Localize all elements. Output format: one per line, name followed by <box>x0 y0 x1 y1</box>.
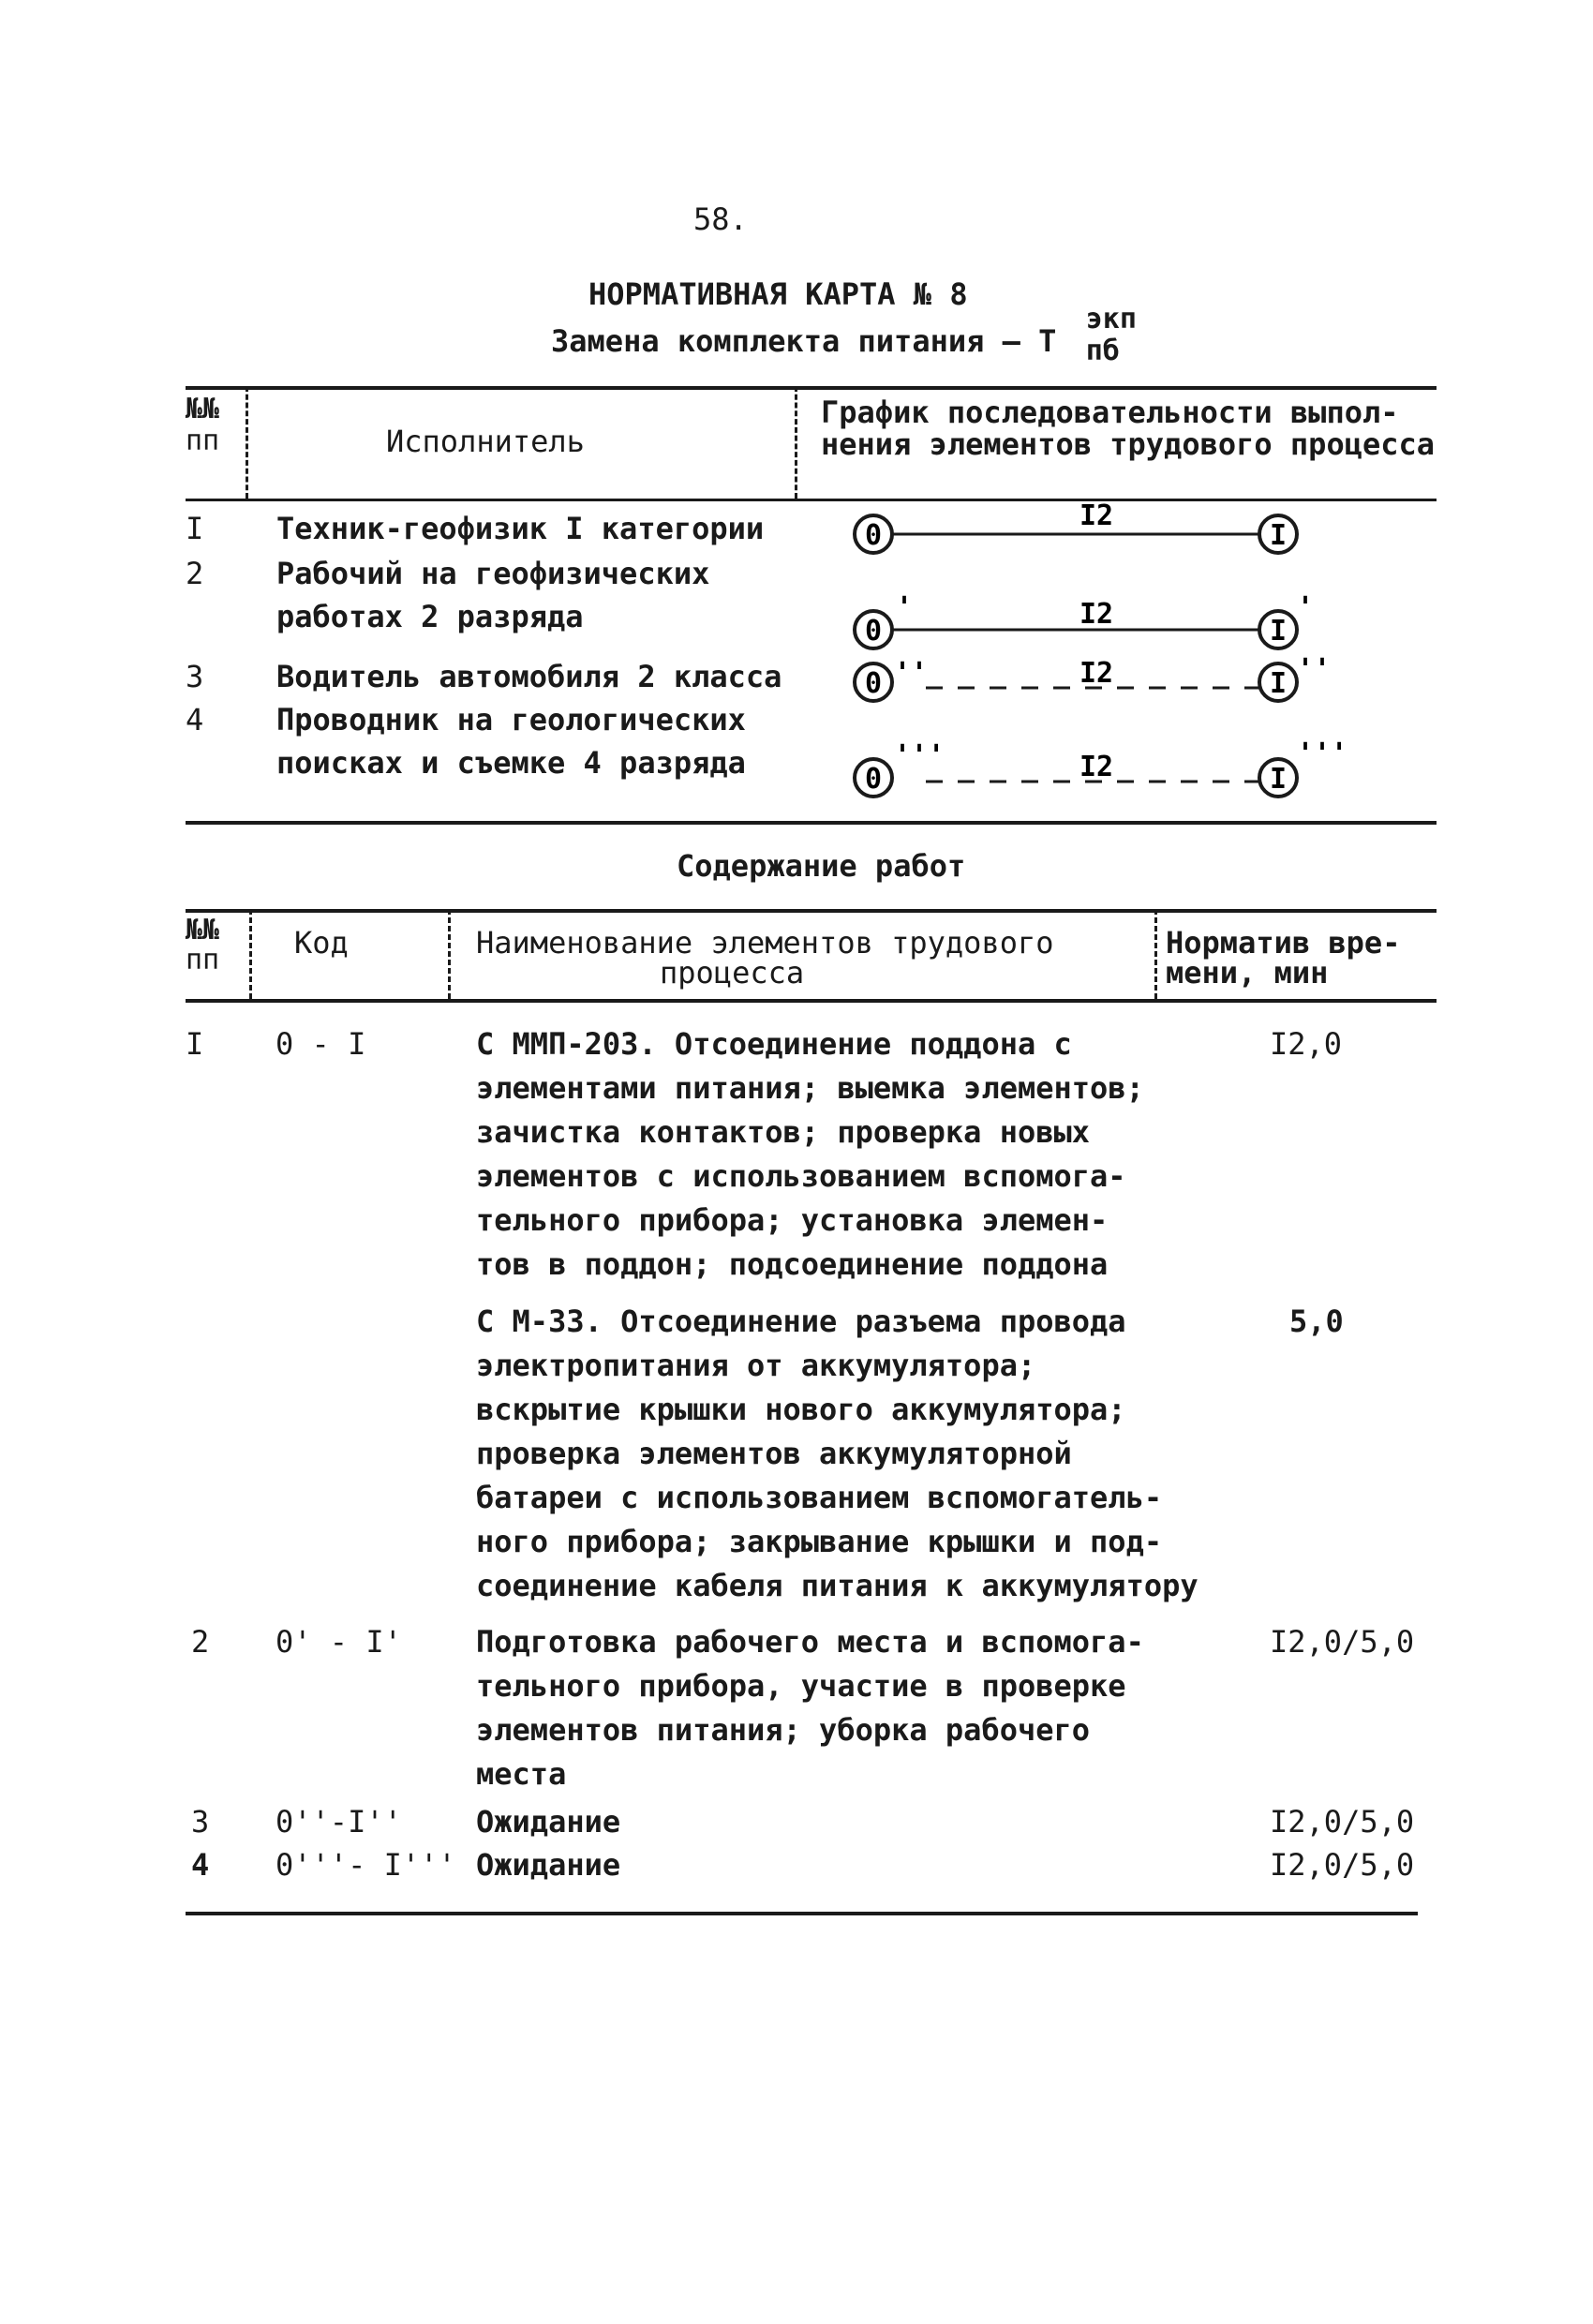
element-line: проверка элементов аккумуляторной <box>476 1436 1072 1471</box>
start-node-label: 0 <box>864 763 883 796</box>
performer-line: Водитель автомобиля 2 класса <box>276 659 782 694</box>
duration-label: I2 <box>1079 751 1114 783</box>
card-subtitle <box>551 303 1140 367</box>
start-node-mark: ''' <box>894 739 945 772</box>
table2-divider-3 <box>1154 909 1157 999</box>
table2-header-norm-2: мени, мин <box>1166 955 1329 991</box>
duration-label: I2 <box>1079 657 1114 690</box>
element-line: Ожидание <box>476 1804 621 1840</box>
row-number: I <box>186 511 204 546</box>
performer-line: Техник-геофизик I категории <box>276 511 765 546</box>
element-line: Подготовка рабочего места и вспомога- <box>476 1624 1144 1660</box>
start-node-label: 0 <box>864 667 883 700</box>
start-node-mark: ' <box>896 591 914 624</box>
element-line: элементов с использованием вспомога- <box>476 1158 1126 1194</box>
table2-header-num-1: №№ <box>186 914 220 946</box>
row-number: 4 <box>191 1847 210 1883</box>
performer-line: Проводник на геологических <box>276 702 746 737</box>
time-norm: I2,0/5,0 <box>1270 1804 1415 1840</box>
time-norm: I2,0/5,0 <box>1270 1847 1415 1883</box>
row-code: 0'''- I''' <box>275 1847 456 1883</box>
element-line: тельного прибора; установка элемен- <box>476 1202 1109 1238</box>
page-number: 58. <box>693 201 748 237</box>
element-line: Ожидание <box>476 1847 621 1883</box>
end-node-mark: ' <box>1297 591 1315 624</box>
row-number: 2 <box>191 1624 210 1660</box>
table1-top-rule <box>186 386 1437 390</box>
table2-header-name-1: Наименование элементов трудового <box>476 925 1054 961</box>
element-line: С ММП-203. Отсоединение поддона с <box>476 1026 1072 1062</box>
end-node-mark: '' <box>1297 653 1332 686</box>
duration-label: I2 <box>1079 598 1114 631</box>
row-number: 3 <box>186 659 204 694</box>
card-title: НОРМАТИВНАЯ КАРТА № 8 <box>588 276 968 312</box>
element-line: электропитания от аккумулятора; <box>476 1348 1036 1383</box>
end-node-label: I <box>1269 519 1288 552</box>
start-node-label: 0 <box>864 615 883 648</box>
table2-header-code: Код <box>294 925 349 961</box>
table2-top-rule <box>186 909 1437 913</box>
element-line: тов в поддон; подсоединение поддона <box>476 1246 1109 1282</box>
duration-label: I2 <box>1079 499 1114 532</box>
table2-divider-2 <box>448 909 451 999</box>
table2-header-name-2: процесса <box>660 955 805 991</box>
schedule-line-1 <box>855 499 1297 553</box>
element-line: места <box>476 1756 567 1792</box>
element-line: элементами питания; выемка элементов; <box>476 1070 1144 1106</box>
row-code: 0' - I' <box>275 1624 402 1660</box>
table1-header-performer: Исполнитель <box>386 424 585 459</box>
end-node-label: I <box>1269 763 1288 796</box>
performer-line: работах 2 разряда <box>276 599 584 634</box>
time-norm: I2,0 <box>1270 1026 1343 1062</box>
table2-divider-1 <box>249 909 252 999</box>
subtitle-subscript: пб <box>1085 335 1120 367</box>
table1-header-schedule-2: нения элементов трудового процесса <box>821 426 1436 462</box>
end-node-label: I <box>1269 615 1288 648</box>
element-line: батареи с использованием вспомогатель- <box>476 1480 1163 1515</box>
row-number: 2 <box>186 556 204 591</box>
time-norm: I2,0/5,0 <box>1270 1624 1415 1660</box>
start-node-mark: '' <box>894 657 929 690</box>
time-norm: 5,0 <box>1289 1304 1344 1339</box>
subtitle-text: Замена комплекта питания – Т <box>551 323 1057 359</box>
schedule-line-3 <box>855 653 1331 701</box>
schedule-line-4 <box>855 737 1347 797</box>
table2-header-norm-1: Норматив вре- <box>1166 925 1401 961</box>
element-line: тельного прибора, участие в проверке <box>476 1668 1126 1704</box>
end-node-mark: ''' <box>1297 737 1348 770</box>
schedule-line-2 <box>855 591 1314 648</box>
table2-bottom-rule <box>186 1912 1418 1915</box>
subtitle-superscript: экп <box>1085 303 1137 335</box>
table1-header-num-2: пп <box>186 425 220 457</box>
row-number: I <box>186 1026 204 1062</box>
element-line: вскрытие крышки нового аккумулятора; <box>476 1392 1126 1427</box>
element-line: зачистка контактов; проверка новых <box>476 1114 1091 1150</box>
table1-divider-2 <box>795 386 797 499</box>
table2-header-num-2: пп <box>186 944 220 976</box>
table1-divider-1 <box>246 386 248 499</box>
end-node-label: I <box>1269 667 1288 700</box>
table1-header-num-1: №№ <box>186 393 220 425</box>
start-node-label: 0 <box>864 519 883 552</box>
row-number: 4 <box>186 702 204 737</box>
table1-header-schedule-1: График последовательности выпол- <box>821 395 1399 430</box>
schedule-graph <box>843 497 1368 815</box>
performer-line: Рабочий на геофизических <box>276 556 710 591</box>
subtitle-indices <box>1075 303 1140 367</box>
performer-line: поисках и съемке 4 разряда <box>276 745 746 781</box>
table1-bottom-rule <box>186 821 1437 825</box>
table2-header-rule <box>186 999 1437 1003</box>
element-line: соединение кабеля питания к аккумулятору <box>476 1568 1198 1603</box>
row-code: 0''-I'' <box>275 1804 402 1840</box>
element-line: С М-33. Отсоединение разъема провода <box>476 1304 1126 1339</box>
section-title: Содержание работ <box>677 848 966 884</box>
element-line: ного прибора; закрывание крышки и под- <box>476 1524 1163 1559</box>
row-code: 0 - I <box>275 1026 366 1062</box>
row-number: 3 <box>191 1804 210 1840</box>
element-line: элементов питания; уборка рабочего <box>476 1712 1091 1748</box>
